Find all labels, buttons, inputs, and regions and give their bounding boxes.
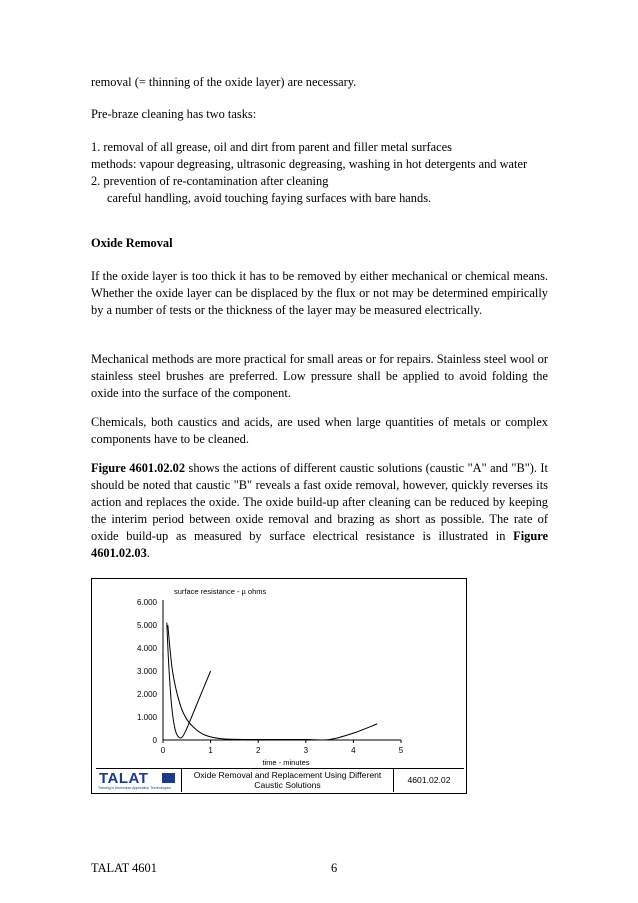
- paragraph-mechanical: Mechanical methods are more practical for small areas or for repairs. Stainless steel wool or stainless steel brushes are preferred. Low pressure shall be applied to avoid folding the oxide into the surface of the component.: [91, 352, 548, 400]
- figure-ref-1: Figure 4601.02.02: [91, 461, 186, 475]
- eu-flag-icon: [162, 773, 175, 783]
- x-tick-label: 2: [255, 746, 261, 755]
- x-tick-label: 0: [160, 746, 166, 755]
- tasks-paragraph: Pre-braze cleaning has two tasks:: [91, 107, 257, 121]
- footer-doc-id: TALAT 4601: [91, 861, 157, 875]
- figure-box: [91, 578, 467, 794]
- logo-subtitle: Training in Aluminium Application Technologies: [98, 786, 171, 790]
- paragraph-figure-reference: [91, 460, 548, 562]
- x-tick-label: 4: [351, 746, 356, 755]
- y-axis-title: surface resistance - µ ohms: [174, 587, 267, 596]
- figure-ref-text-1: shows the actions of different caustic solutions (caustic "A" and "B"). It should be noted that caustic "B" reveals a fast oxide removal, however, quickly reverses its action and replaces the oxide. The oxide build-up after cleaning can be reduced by keeping the interim period between oxide removal and brazing as short as possible. The rate of oxide build-up as measured by surface electrical resistance is illustrated in: [91, 461, 548, 543]
- series-line-caustic-b: [167, 623, 211, 738]
- y-tick-label: 0: [152, 736, 157, 745]
- talat-logo: [96, 768, 182, 792]
- task-1: 1. removal of all grease, oil and dirt from parent and filler metal surfaces: [91, 140, 452, 154]
- series-line-caustic-a: [168, 625, 377, 740]
- figure-ref-text-2: .: [146, 546, 150, 560]
- x-tick-label: 3: [303, 746, 309, 755]
- y-tick-label: 5.000: [136, 621, 157, 630]
- figure-id: 4601.02.02: [394, 768, 464, 792]
- logo-word: TALAT: [99, 770, 149, 787]
- task-1-methods: methods: vapour degreasing, ultrasonic degreasing, washing in hot detergents and water: [91, 157, 528, 171]
- y-tick-label: 3.000: [136, 667, 157, 676]
- section-heading: Oxide Removal: [91, 236, 173, 250]
- x-tick-label: 1: [208, 746, 213, 755]
- figure-caption-title: Oxide Removal and Replacement Using Different Caustic Solutions: [182, 768, 394, 792]
- oxide-removal-chart: [92, 579, 466, 767]
- task-2: 2. prevention of re-contamination after cleaning: [91, 174, 329, 188]
- figure-ref-2: Figure 4601.02.03: [91, 529, 548, 560]
- x-tick-label: 5: [398, 746, 404, 755]
- intro-paragraph: removal (= thinning of the oxide layer) are necessary.: [91, 75, 357, 89]
- y-tick-label: 2.000: [136, 690, 157, 699]
- footer-page-number: 6: [331, 861, 338, 875]
- paragraph-chemicals: Chemicals, both caustics and acids, are used when large quantities of metals or complex components have to be cleaned.: [91, 415, 548, 446]
- y-tick-label: 6.000: [136, 598, 157, 607]
- y-tick-label: 4.000: [136, 644, 157, 653]
- x-axis-title: time - minutes: [262, 758, 310, 767]
- task-2-detail: careful handling, avoid touching faying surfaces with bare hands.: [107, 191, 432, 205]
- y-tick-label: 1.000: [136, 713, 157, 722]
- paragraph-oxide-thickness: If the oxide layer is too thick it has to be removed by either mechanical or chemical means. Whether the oxide layer can be displaced by the flux or not may be determined empirically by a number of tests or the thickness of the layer may be measured electrically.: [91, 269, 548, 317]
